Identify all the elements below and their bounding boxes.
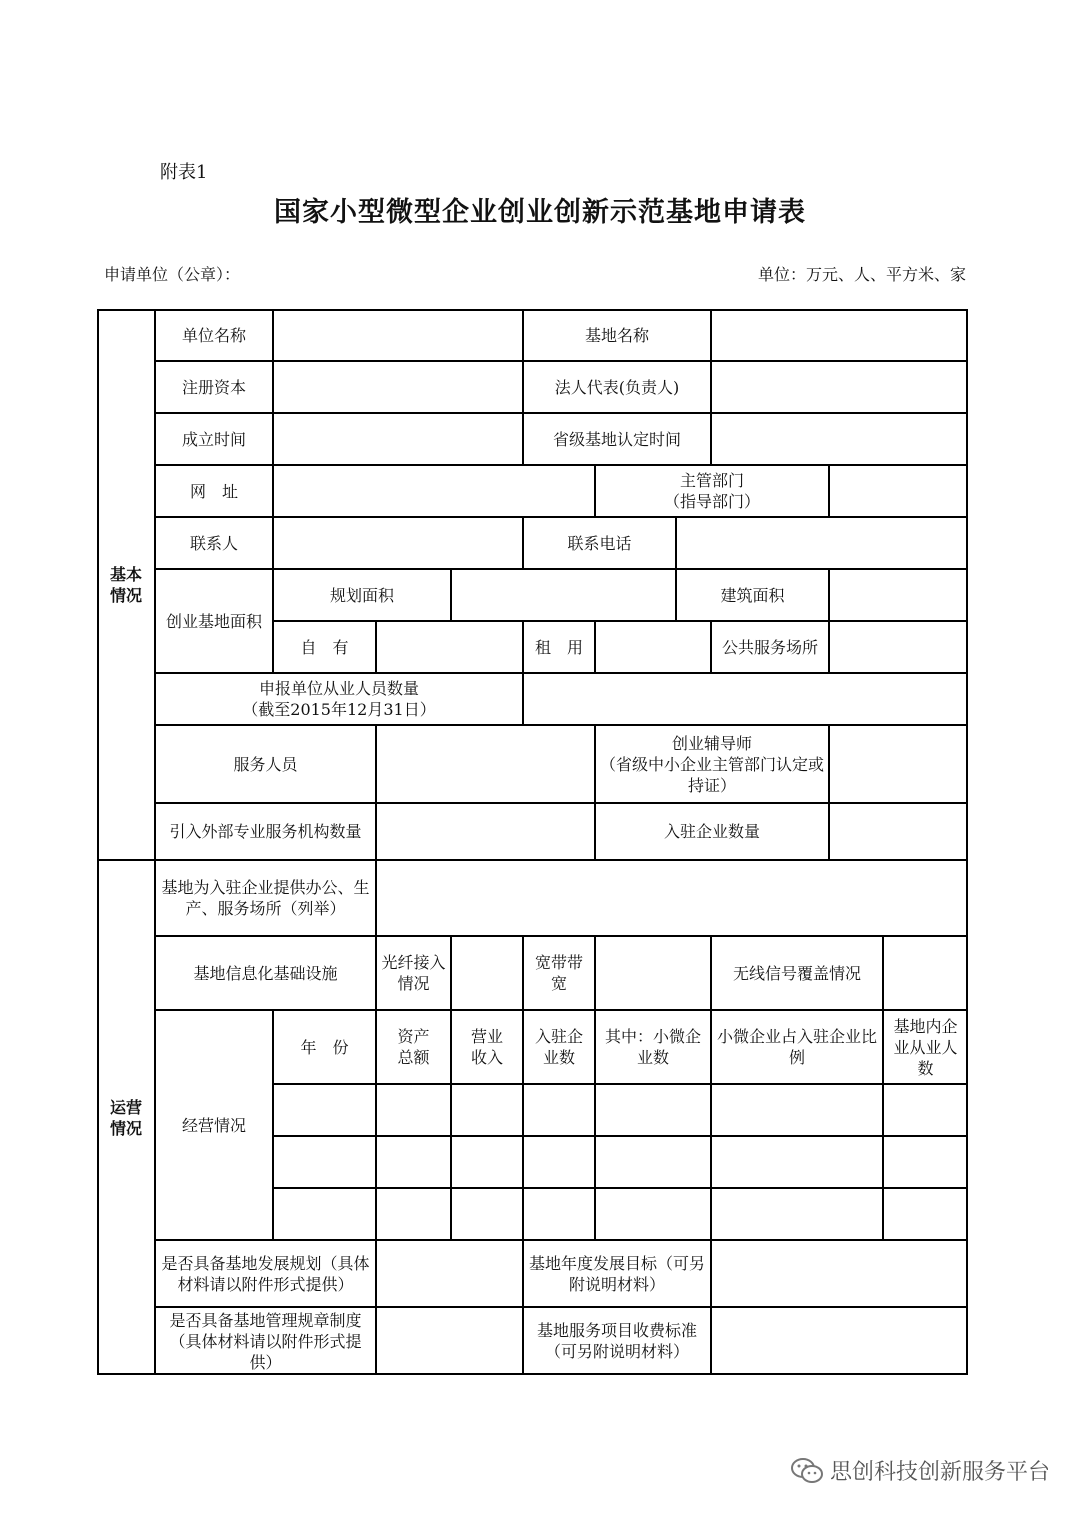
business-data-cell[interactable] — [883, 1136, 968, 1188]
external-orgs-label: 引入外部专业服务机构数量 — [155, 803, 376, 860]
annual-goal-field[interactable] — [711, 1240, 968, 1307]
footer-brand-text: 思创科技创新服务平台 — [829, 1460, 1050, 1485]
resident-firms-header: 入驻企 业数 — [523, 1010, 595, 1084]
applicant-label: 申请单位（公章）： — [104, 265, 241, 284]
appendix-label: 附表1 — [160, 162, 208, 183]
staff-count-label: 申报单位从业人员数量 （截至2015年12月31日） — [155, 673, 523, 725]
building-area-label: 建筑面积 — [676, 569, 829, 621]
rent-area-label: 租 用 — [523, 621, 595, 673]
contact-field[interactable] — [273, 517, 523, 569]
application-form-table — [97, 309, 968, 1375]
fee-standard-field[interactable] — [711, 1307, 968, 1375]
revenue-header: 营业 收入 — [451, 1010, 523, 1084]
phone-label: 联系电话 — [523, 517, 676, 569]
base-name-label: 基地名称 — [523, 309, 711, 361]
resident-count-field[interactable] — [829, 803, 968, 860]
founded-field[interactable] — [273, 413, 523, 465]
service-staff-label: 服务人员 — [155, 725, 376, 803]
mentor-field[interactable] — [829, 725, 968, 803]
base-name-field[interactable] — [711, 309, 968, 361]
provincial-date-label: 省级基地认定时间 — [523, 413, 711, 465]
phone-field[interactable] — [676, 517, 968, 569]
business-data-cell[interactable] — [273, 1136, 376, 1188]
business-data-cell[interactable] — [711, 1136, 883, 1188]
section-operation-label: 运营 情况 — [97, 860, 155, 1375]
unit-name-label: 单位名称 — [155, 309, 273, 361]
planned-area-label: 规划面积 — [273, 569, 451, 621]
staff-count-field[interactable] — [523, 673, 968, 725]
planned-area-field[interactable] — [451, 569, 676, 621]
legal-rep-field[interactable] — [711, 361, 968, 413]
business-data-cell[interactable] — [883, 1188, 968, 1240]
business-data-cell[interactable] — [273, 1084, 376, 1136]
mentor-label: 创业辅导师 （省级中小企业主管部门认定或持证） — [595, 725, 829, 803]
form-title: 国家小型微型企业创业创新示范基地申请表 — [274, 197, 806, 228]
own-area-label: 自 有 — [273, 621, 376, 673]
business-data-cell[interactable] — [451, 1136, 523, 1188]
fiber-field[interactable] — [451, 936, 523, 1010]
competent-dept-label: 主管部门 （指导部门） — [595, 465, 829, 517]
business-data-cell[interactable] — [523, 1188, 595, 1240]
section-basic-label: 基本 情况 — [97, 309, 155, 860]
legal-rep-label: 法人代表(负责人) — [523, 361, 711, 413]
founded-label: 成立时间 — [155, 413, 273, 465]
it-infra-label: 基地信息化基础设施 — [155, 936, 376, 1010]
bandwidth-label: 宽带带宽 — [523, 936, 595, 1010]
fiber-label: 光纤接入情况 — [376, 936, 451, 1010]
business-data-cell[interactable] — [711, 1084, 883, 1136]
rules-field[interactable] — [376, 1307, 523, 1375]
small-ratio-header: 小微企业占入驻企业比例 — [711, 1010, 883, 1084]
assets-header: 资产 总额 — [376, 1010, 451, 1084]
business-data-cell[interactable] — [376, 1188, 451, 1240]
business-data-cell[interactable] — [523, 1084, 595, 1136]
venues-field[interactable] — [376, 860, 968, 936]
business-data-cell[interactable] — [523, 1136, 595, 1188]
venues-label: 基地为入驻企业提供办公、生产、服务场所（列举） — [155, 860, 376, 936]
annual-goal-label: 基地年度发展目标（可另附说明材料） — [523, 1240, 711, 1307]
bandwidth-field[interactable] — [595, 936, 711, 1010]
public-space-field[interactable] — [829, 621, 968, 673]
provincial-date-field[interactable] — [711, 413, 968, 465]
building-area-field[interactable] — [829, 569, 968, 621]
business-data-cell[interactable] — [451, 1188, 523, 1240]
wireless-field[interactable] — [883, 936, 968, 1010]
business-data-cell[interactable] — [376, 1136, 451, 1188]
business-data-cell[interactable] — [595, 1136, 711, 1188]
competent-dept-field[interactable] — [829, 465, 968, 517]
own-area-field[interactable] — [376, 621, 523, 673]
public-space-label: 公共服务场所 — [711, 621, 829, 673]
contact-label: 联系人 — [155, 517, 273, 569]
dev-plan-field[interactable] — [376, 1240, 523, 1307]
registered-capital-label: 注册资本 — [155, 361, 273, 413]
business-label: 经营情况 — [155, 1010, 273, 1240]
rules-label: 是否具备基地管理规章制度（具体材料请以附件形式提供） — [155, 1307, 376, 1375]
small-micro-header: 其中：小微企业数 — [595, 1010, 711, 1084]
business-data-cell[interactable] — [595, 1084, 711, 1136]
business-data-cell[interactable] — [451, 1084, 523, 1136]
year-header: 年 份 — [273, 1010, 376, 1084]
website-label: 网 址 — [155, 465, 273, 517]
website-field[interactable] — [273, 465, 595, 517]
wechat-icon — [790, 1457, 824, 1485]
dev-plan-label: 是否具备基地发展规划（具体材料请以附件形式提供） — [155, 1240, 376, 1307]
employees-header: 基地内企业从业人数 — [883, 1010, 968, 1084]
business-data-cell[interactable] — [595, 1188, 711, 1240]
resident-count-label: 入驻企业数量 — [595, 803, 829, 860]
fee-standard-label: 基地服务项目收费标准（可另附说明材料） — [523, 1307, 711, 1375]
business-data-cell[interactable] — [273, 1188, 376, 1240]
footer-brand — [790, 1455, 1050, 1486]
external-orgs-field[interactable] — [376, 803, 595, 860]
unit-name-field[interactable] — [273, 309, 523, 361]
registered-capital-field[interactable] — [273, 361, 523, 413]
business-data-cell[interactable] — [711, 1188, 883, 1240]
business-data-cell[interactable] — [883, 1084, 968, 1136]
business-data-cell[interactable] — [376, 1084, 451, 1136]
area-label: 创业基地面积 — [155, 569, 273, 673]
rent-area-field[interactable] — [595, 621, 711, 673]
wireless-label: 无线信号覆盖情况 — [711, 936, 883, 1010]
service-staff-field[interactable] — [376, 725, 595, 803]
unit-label: 单位：万元、人、平方米、家 — [757, 265, 966, 284]
